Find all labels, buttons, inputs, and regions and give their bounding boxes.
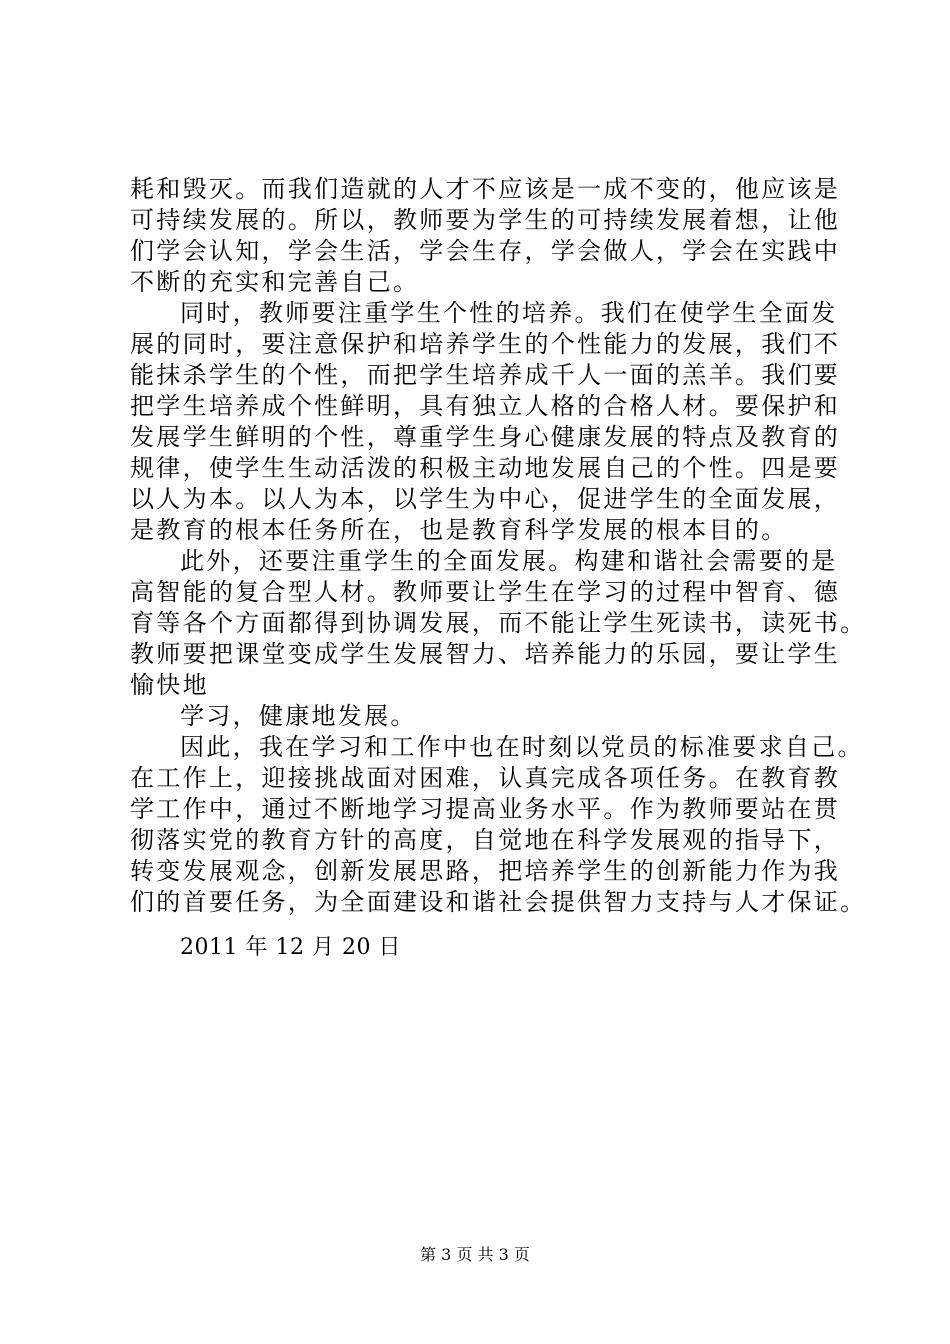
- body-text: [130, 174, 867, 918]
- text-line: 是教育的根本任务所在，也是教育科学发展的根本目的。: [130, 516, 788, 544]
- text-line: 教师要把课堂变成学生发展智力、培养能力的乐园，要让学生: [130, 640, 841, 668]
- page-footer: 第 3 页 共 3 页: [420, 1245, 530, 1264]
- text-line: 愉快地: [130, 671, 209, 699]
- text-line: 同时，教师要注重学生个性的培养。我们在使学生全面发: [180, 299, 838, 327]
- text-line: 们学会认知，学会生活，学会生存，学会做人，学会在实践中: [130, 237, 841, 265]
- text-line: 在工作上，迎接挑战面对困难，认真完成各项任务。在教育教: [130, 764, 841, 792]
- text-line: 们的首要任务，为全面建设和谐社会提供智力支持与人才保证。: [130, 888, 867, 916]
- text-line: 规律，使学生生动活泼的积极主动地发展自己的个性。四是要: [130, 454, 841, 482]
- text-line: 展的同时，要注意保护和培养学生的个性能力的发展，我们不: [130, 330, 841, 358]
- text-line: 高智能的复合型人材。教师要让学生在学习的过程中智育、德: [130, 578, 841, 606]
- text-line: 转变发展观念，创新发展思路，把培养学生的创新能力作为我: [130, 857, 841, 885]
- text-line: 学习，健康地发展。: [180, 702, 417, 730]
- text-line: 可持续发展的。所以，教师要为学生的可持续发展着想，让他: [130, 206, 841, 234]
- text-line: 耗和毁灭。而我们造就的人才不应该是一成不变的，他应该是: [130, 175, 841, 203]
- text-line: 因此，我在学习和工作中也在时刻以党员的标准要求自己。: [180, 733, 864, 761]
- text-line: 发展学生鲜明的个性，尊重学生身心健康发展的特点及教育的: [130, 423, 841, 451]
- document-date: 2011 年 12 月 20 日: [180, 935, 401, 960]
- text-line: 不断的充实和完善自己。: [130, 268, 420, 296]
- text-line: 彻落实党的教育方针的高度，自觉地在科学发展观的指导下，: [130, 826, 841, 854]
- text-line: 能抹杀学生的个性，而把学生培养成千人一面的羔羊。我们要: [130, 361, 841, 389]
- text-line: 育等各个方面都得到协调发展，而不能让学生死读书，读死书。: [130, 609, 867, 637]
- text-line: 以人为本。以人为本，以学生为中心，促进学生的全面发展，: [130, 485, 841, 513]
- text-line: 此外，还要注重学生的全面发展。构建和谐社会需要的是: [180, 547, 838, 575]
- text-line: 把学生培养成个性鲜明，具有独立人格的合格人材。要保护和: [130, 392, 841, 420]
- text-line: 学工作中，通过不断地学习提高业务水平。作为教师要站在贯: [130, 795, 841, 823]
